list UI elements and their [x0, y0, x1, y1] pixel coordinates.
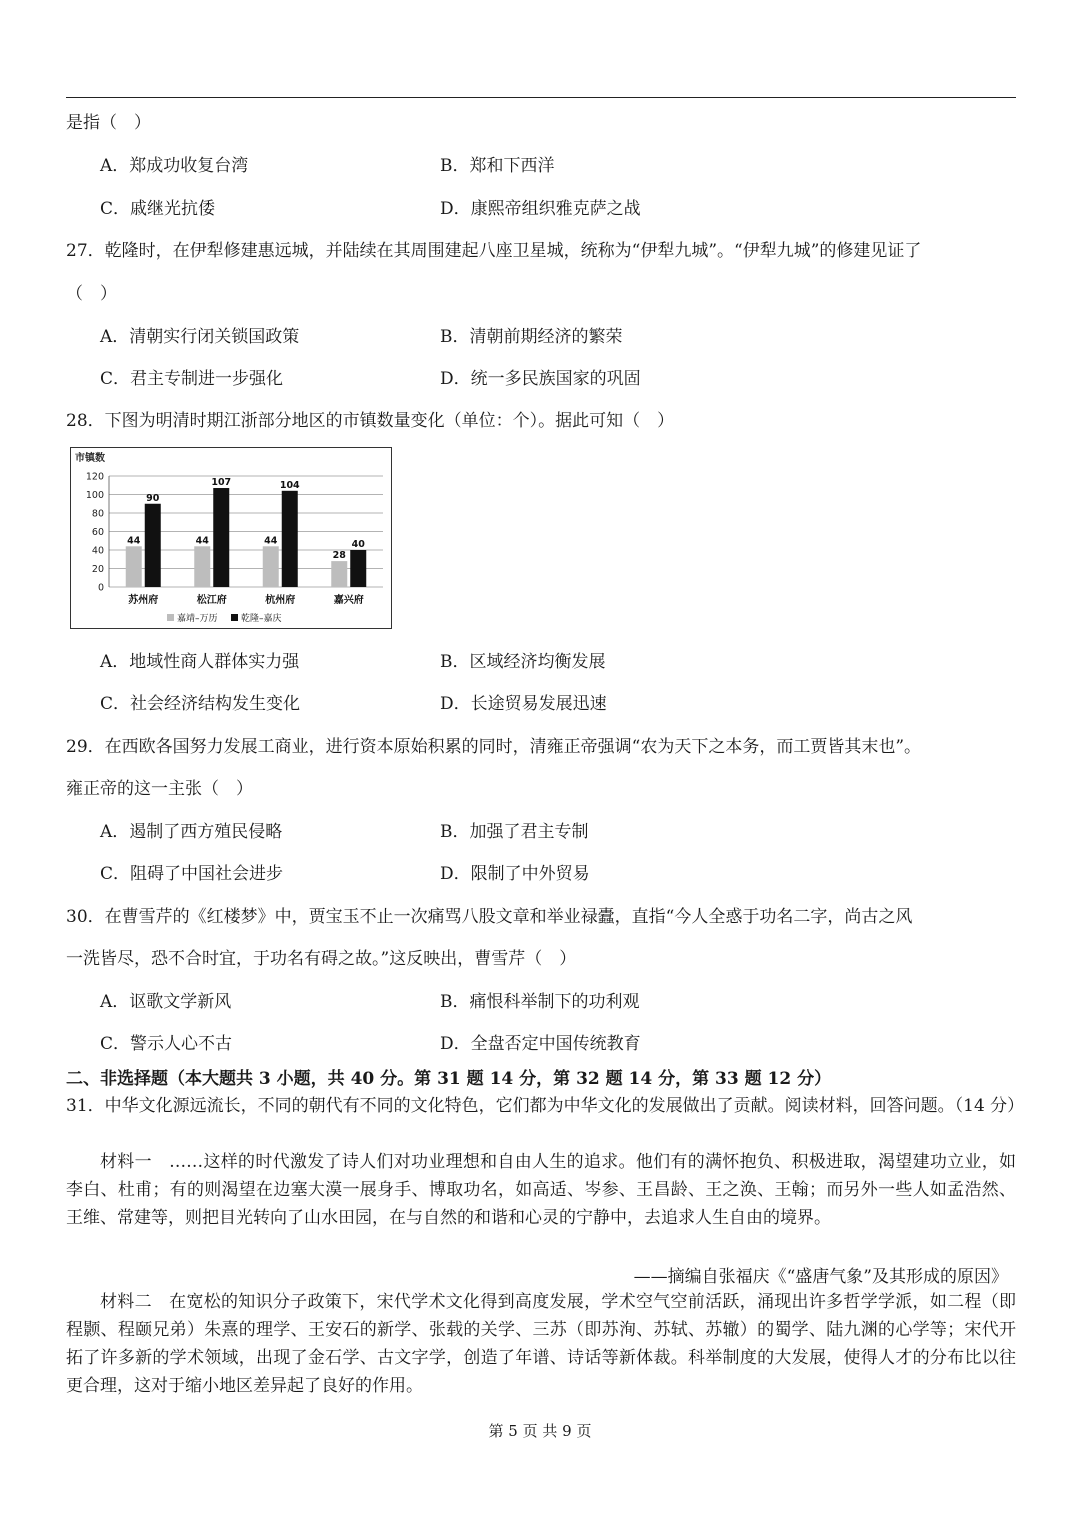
q30-option-c: C．警示人心不古	[100, 1034, 233, 1054]
page-footer: 第 5 页 共 9 页	[488, 1422, 592, 1440]
q31-material2: 材料二 在宽松的知识分子政策下，宋代学术文化得到高度发展，学术空气空前活跃，涌现出许多哲学学派，如二程（即程颢、程颐兄弟）朱熹的理学、王安石的新学、张载的关学、三苏（即苏洵、苏轼、苏辙）的蜀学、陆九渊的心学等；宋代开拓了许多新的学术领域，出现了金石学、古文字学，创造了年谱、诗话等新体裁。科举制度的大发展，使得人才的分布比以往更合理，这对于缩小地区差异起了良好的作用。	[66, 1292, 1016, 1396]
q26-option-c: C．戚继光抗倭	[100, 199, 216, 219]
x-tick-label: 嘉兴府	[333, 595, 364, 606]
data-label: 44	[127, 535, 141, 547]
legend-label: 乾隆–嘉庆	[241, 614, 282, 624]
q26-option-b: B．郑和下西洋	[440, 156, 555, 176]
x-tick-label: 杭州府	[265, 595, 296, 606]
x-tick-label: 苏州府	[128, 595, 159, 606]
data-label: 107	[211, 477, 232, 489]
q31-material1-source: ——摘编自张福庆《“盛唐气象”及其形成的原因》	[633, 1267, 1008, 1287]
q30-option-d: D．全盘否定中国传统教育	[440, 1034, 641, 1054]
legend-swatch	[167, 614, 174, 621]
bar	[194, 546, 210, 587]
data-label: 104	[279, 479, 300, 491]
q27-stem-line1: 27．乾隆时，在伊犁修建惠远城，并陆续在其周围建起八座卫星城，统称为“伊犁九城”。“伊犁九城”的修建见证了	[66, 241, 922, 261]
q27-stem-line2: （ ）	[66, 284, 117, 304]
q28-option-c: C．社会经济结构发生变化	[100, 694, 301, 714]
legend-swatch	[231, 614, 238, 621]
q29-option-a: A．遏制了西方殖民侵略	[100, 822, 283, 842]
y-tick-label: 20	[91, 564, 104, 575]
q29-stem-line2: 雍正帝的这一主张（ ）	[66, 779, 253, 799]
legend-label: 嘉靖–万历	[177, 614, 218, 624]
bar	[145, 504, 161, 587]
q30-option-b: B．痛恨科举制下的功利观	[440, 992, 640, 1012]
bar	[213, 488, 229, 587]
y-tick-label: 40	[91, 545, 104, 557]
y-tick-label: 100	[85, 490, 104, 501]
chart-svg	[71, 448, 391, 628]
q26-option-d: D．康熙帝组织雅克萨之战	[440, 199, 641, 219]
q28-option-d: D．长途贸易发展迅速	[440, 694, 607, 714]
bar	[126, 546, 142, 587]
y-axis-label: 市镇数	[75, 453, 105, 464]
bar	[331, 561, 347, 587]
q26-stem-tail: 是指（ ）	[66, 113, 151, 133]
q30-option-a: A．讴歌文学新风	[100, 992, 232, 1012]
bar	[350, 550, 366, 587]
q29-option-c: C．阻碍了中国社会进步	[100, 864, 284, 884]
y-tick-label: 0	[97, 582, 104, 594]
q28-stem: 28．下图为明清时期江浙部分地区的市镇数量变化（单位：个）。据此可知（ ）	[66, 411, 675, 431]
y-tick-label: 60	[91, 527, 104, 538]
data-label: 44	[264, 535, 278, 547]
q30-stem-line2: 一洗皆尽，恐不合时宜，于功名有碍之故。”这反映出，曹雪芹（ ）	[66, 949, 577, 969]
q29-option-b: B．加强了君主专制	[440, 822, 589, 842]
q28-option-a: A．地域性商人群体实力强	[100, 652, 300, 672]
q27-option-a: A．清朝实行闭关锁国政策	[100, 327, 300, 347]
section2-heading: 二、非选择题（本大题共 3 小题，共 40 分。第 31 题 14 分，第 32 题 14 分，第 33 题 12 分）	[66, 1069, 832, 1089]
bar	[263, 546, 279, 587]
q27-option-c: C．君主专制进一步强化	[100, 369, 284, 389]
q30-stem-line1: 30．在曹雪芹的《红楼梦》中，贾宝玉不止一次痛骂八股文章和举业禄蠹，直指“今人全惑于功名二字，尚古之风	[66, 907, 913, 927]
q27-option-b: B．清朝前期经济的繁荣	[440, 327, 623, 347]
q26-option-a: A．郑成功收复台湾	[100, 156, 249, 176]
data-label: 28	[332, 550, 346, 562]
q29-option-d: D．限制了中外贸易	[440, 864, 590, 884]
q27-option-d: D．统一多民族国家的巩固	[440, 369, 641, 389]
bar	[282, 491, 298, 587]
town-count-chart	[70, 447, 392, 629]
header-rule	[66, 97, 1016, 98]
y-tick-label: 80	[91, 508, 104, 520]
q31-material1: 材料一 ……这样的时代激发了诗人们对功业理想和自由人生的追求。他们有的满怀抱负、积极进取，渴望建功立业，如李白、杜甫；有的则渴望在边塞大漠一展身手、博取功名，如高适、岑参、王昌龄、王之涣、王翰；而另外一些人如孟浩然、王维、常建等，则把目光转向了山水田园，在与自然的和谐和心灵的宁静中，去追求人生自由的境界。	[66, 1152, 1016, 1228]
x-tick-label: 松江府	[196, 595, 227, 606]
y-tick-label: 120	[85, 471, 104, 483]
q28-option-b: B．区域经济均衡发展	[440, 652, 606, 672]
q29-stem-line1: 29．在西欧各国努力发展工商业，进行资本原始积累的同时，清雍正帝强调“农为天下之本务，而工贾皆其末也”。	[66, 737, 922, 757]
data-label: 90	[146, 492, 160, 504]
data-label: 44	[195, 535, 209, 547]
q31-stem: 31．中华文化源远流长，不同的朝代有不同的文化特色，它们都为中华文化的发展做出了贡献。阅读材料，回答问题。（14 分）	[66, 1096, 1025, 1116]
data-label: 40	[351, 539, 365, 550]
